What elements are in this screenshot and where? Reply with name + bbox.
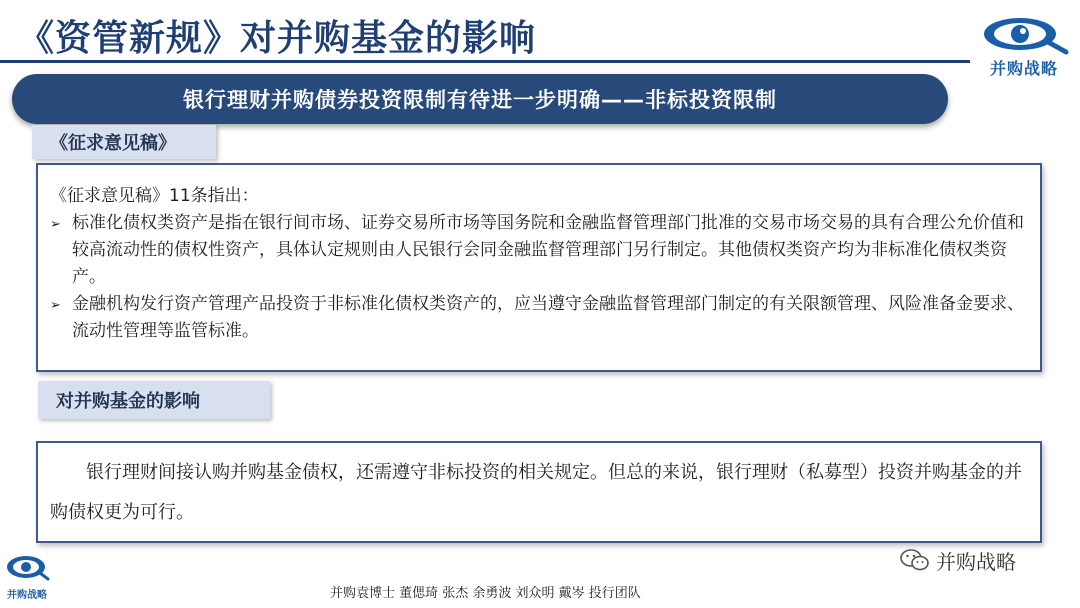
bullet-arrow-icon: ➢ [50,298,61,313]
footer-credits: 并购袁博士 董偲琦 张杰 余勇波 刘众明 戴岑 投行团队 [330,586,641,601]
brand-logo [978,12,1070,82]
subtitle-banner [12,74,948,124]
eye-logo-icon [4,552,50,584]
bullet-text: 标准化债权类资产是指在银行间市场、证券交易所市场等国务院和金融监督管理部门批准的交易市场交易的具有合理公允价值和较高流动性的债权性资产，具体认定规则由人民银行会同金融监督管理部门另行制定。其他债权类资产均为非标准化债权类资产。 [72,213,1024,287]
section-tag-label: 《征求意见稿》 [50,133,176,154]
wechat-account-name: 并购战略 [936,549,1016,574]
brand-logo-small [4,552,50,606]
eye-logo-icon [978,12,1070,56]
list-item [50,291,1026,345]
page-title: 《资管新规》对并购基金的影响 [18,18,537,59]
logo-brand-text: 并购战略 [989,59,1058,78]
banner-text: 银行理财并购债券投资限制有待进一步明确——非标投资限制 [183,88,777,112]
bullet-text: 金融机构发行资产管理产品投资于非标准化债权类资产的，应当遵守金融监督管理部门制定的有关限额管理、风险准备金要求、流动性管理等监管标准。 [72,294,1024,341]
draft-intro: 《征求意见稿》11条指出： [50,186,259,206]
wechat-watermark [900,547,1016,573]
wechat-icon [900,548,930,572]
draft-content-box [36,163,1042,372]
bullet-arrow-icon: ➢ [50,217,61,232]
section-tag-label: 对并购基金的影响 [56,391,200,412]
section-tag-draft [32,125,216,159]
title-divider [0,60,970,63]
section-tag-impact [38,381,270,419]
impact-text: 银行理财间接认购并购基金债权，还需遵守非标投资的相关规定。但总的来说，银行理财（私募型）投资并购基金的并购债权更为可行。 [50,462,1022,523]
impact-content-box [36,441,1042,543]
logo-brand-text: 并购战略 [7,590,47,601]
list-item [50,210,1026,291]
